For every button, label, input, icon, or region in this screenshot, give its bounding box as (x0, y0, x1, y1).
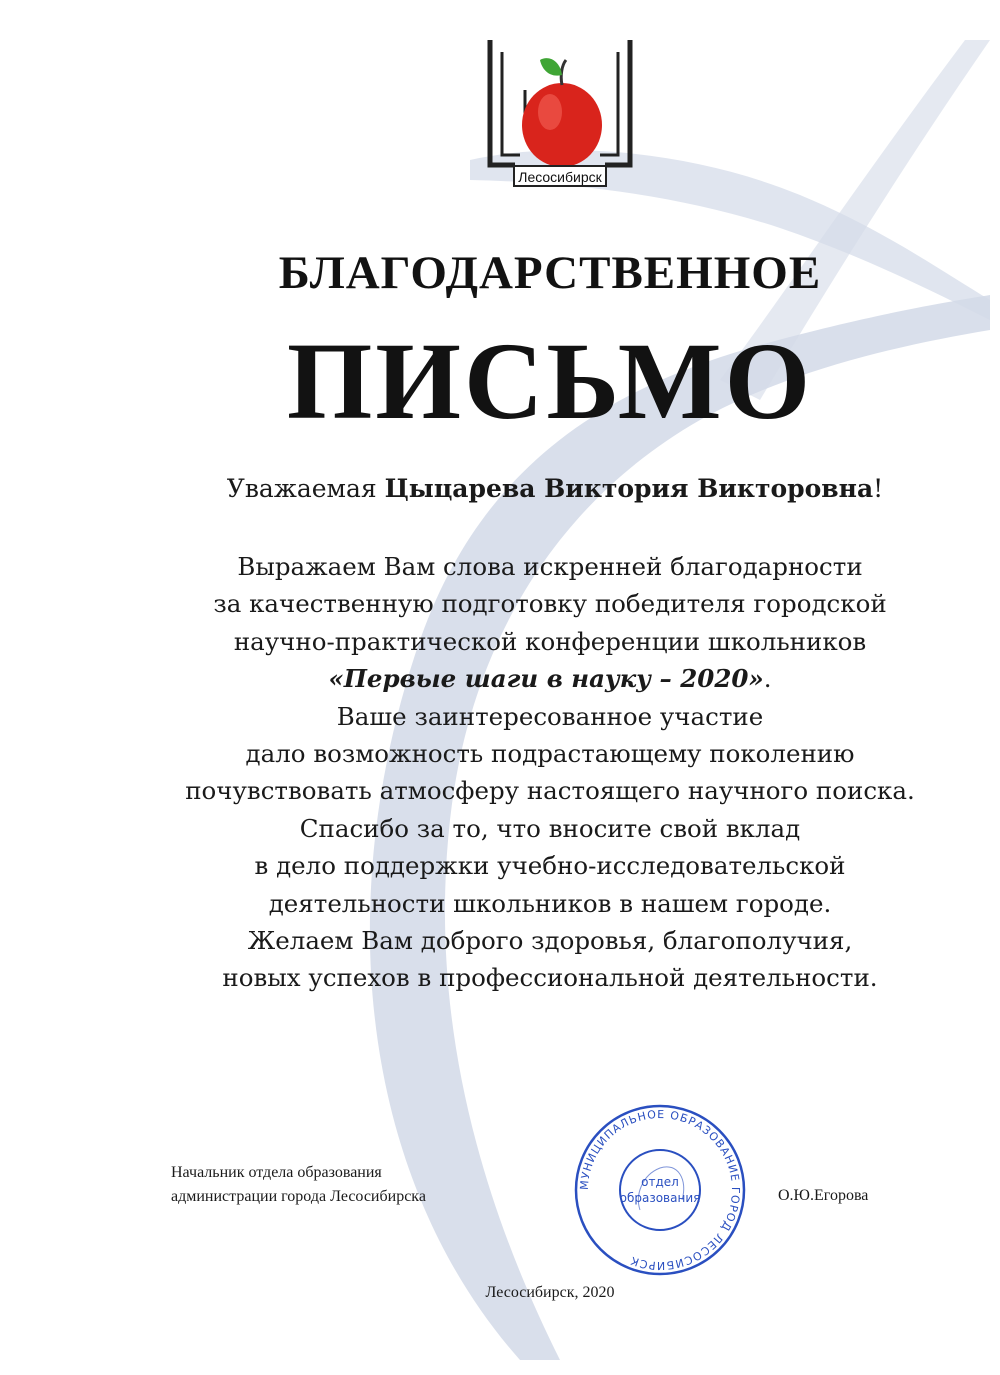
body-line: за качественную подготовку победителя городской (213, 589, 887, 619)
body-line: научно-практической конференции школьников (233, 626, 867, 656)
stamp-ring-text: МУНИЦИПАЛЬНОЕ ОБРАЗОВАНИЕ ГОРОД ЛЕСОСИБИРСК (577, 1107, 743, 1273)
signer-position (171, 1161, 501, 1209)
greeting-prefix: Уважаемая (226, 474, 385, 503)
body-line: почувствовать атмосферу настоящего научного поиска. (185, 776, 915, 806)
signer-name: О.Ю.Егорова (778, 1187, 869, 1204)
signer-position-line-2: администрации города Лесосибирска (171, 1188, 426, 1205)
official-stamp-icon (570, 1100, 750, 1280)
letter-body (0, 548, 1000, 997)
logo-caption: Лесосибирск (518, 169, 602, 185)
title-line-1: БЛАГОДАРСТВЕННОЕ (278, 247, 822, 299)
place-date: Лесосибирск, 2020 (485, 1284, 615, 1301)
body-line: в дело поддержки учебно-исследовательской (254, 851, 846, 881)
signer-position-line-1: Начальник отдела образования (171, 1164, 382, 1181)
body-line: новых успехов в профессиональной деятельности. (222, 963, 878, 993)
svg-text:МУНИЦИПАЛЬНОЕ ОБРАЗОВАНИЕ ГОРО (578, 1108, 742, 1272)
conference-name: «Первые шаги в науку – 2020» (328, 664, 764, 694)
body-line: дало возможность подрастающему поколению (245, 739, 855, 769)
stamp-center-line-2: образования (619, 1191, 701, 1205)
greeting (0, 474, 1000, 503)
body-line: Желаем Вам доброго здоровья, благополучия, (247, 926, 853, 956)
stamp-center-line-1: отдел (641, 1175, 679, 1189)
body-line: деятельности школьников в нашем городе. (268, 888, 832, 918)
conference-line (0, 660, 1000, 697)
body-line: Ваше заинтересованное участие (336, 701, 764, 731)
conference-end: . (763, 664, 772, 694)
greeting-suffix: ! (873, 474, 884, 503)
title-line-2: ПИСЬМО (286, 320, 814, 442)
recipient-name: Цыцарева Виктория Викторовна (384, 474, 874, 503)
body-line: Выражаем Вам слова искренней благодарности (237, 552, 863, 581)
body-line: Спасибо за то, что вносите свой вклад (299, 813, 801, 843)
